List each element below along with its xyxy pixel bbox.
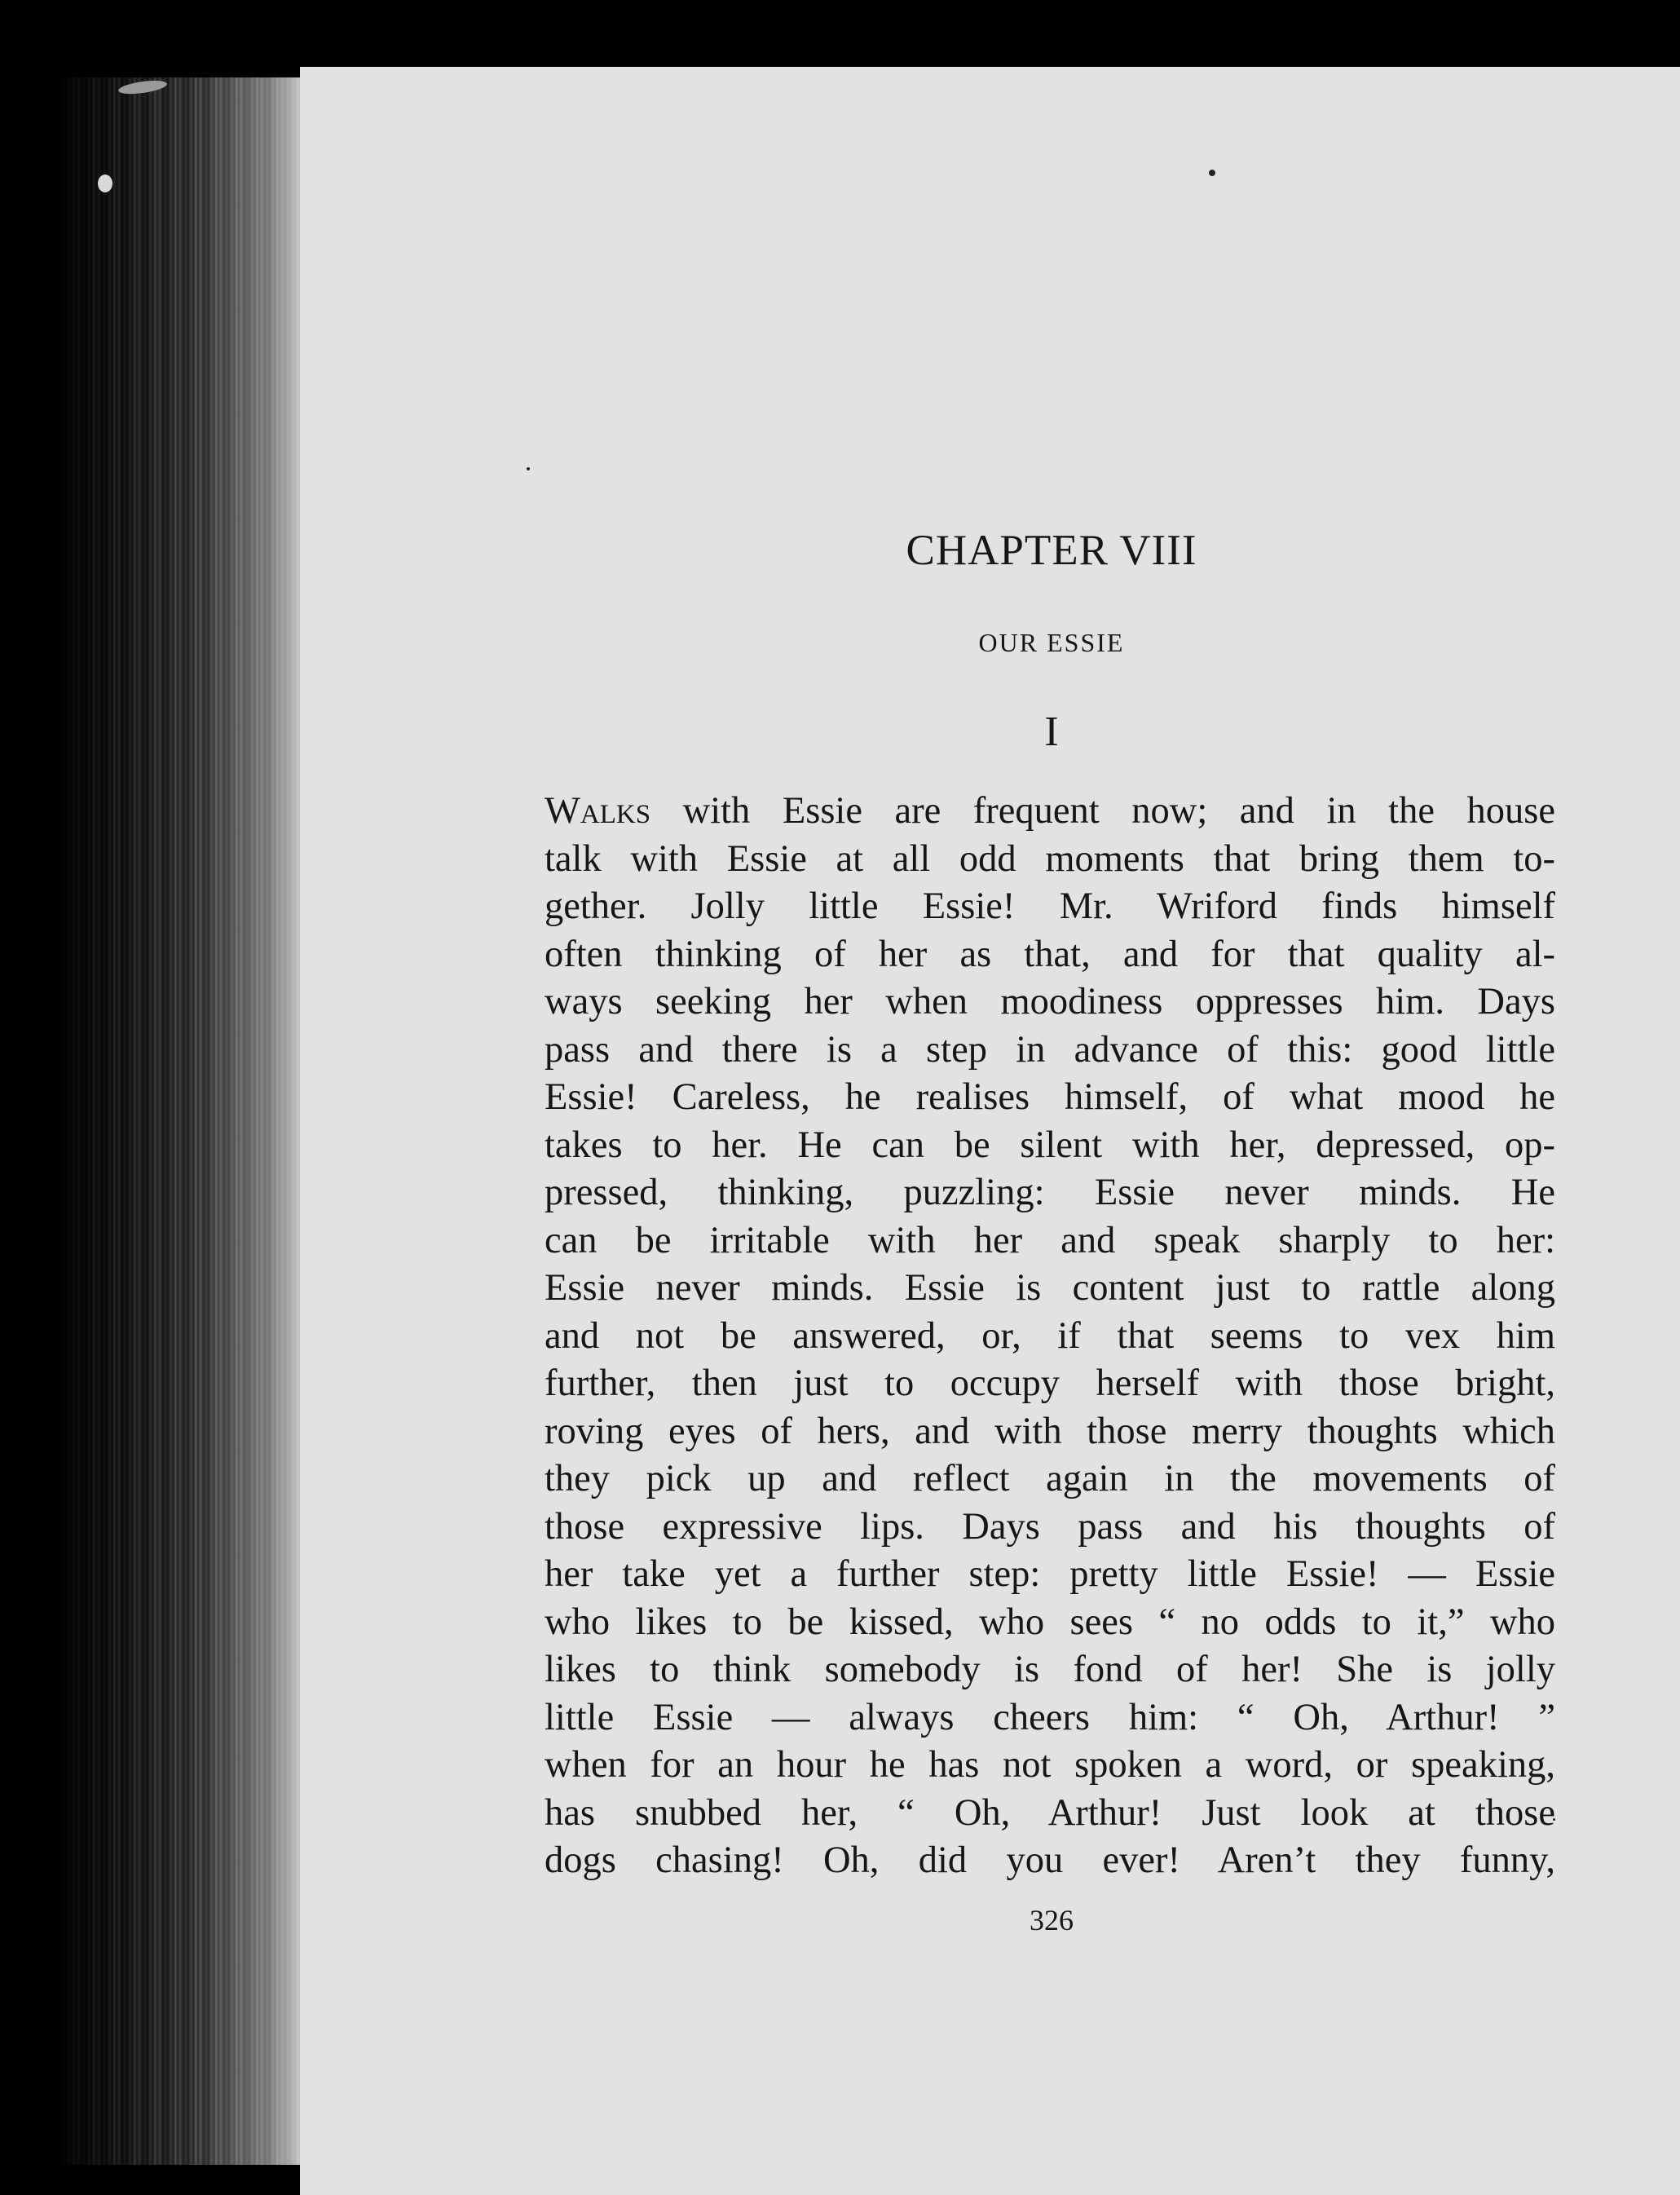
text-line: and not be answered, or, if that seems to vex him xyxy=(545,1314,1555,1357)
text-line: ways seeking her when moodiness oppresses him. Days xyxy=(545,981,1555,1022)
text-line: further, then just to occupy herself with those bright, xyxy=(545,1362,1555,1404)
section-number: I xyxy=(1044,709,1059,755)
text-line-1 xyxy=(545,788,1555,836)
text-line: her take yet a further step: pretty little Essie! — Essie xyxy=(545,1553,1555,1595)
text-line: pass and there is a step in advance of this: good little xyxy=(545,1028,1555,1071)
text-line: roving eyes of hers, and with those merry thoughts which xyxy=(545,1410,1555,1452)
ink-speck xyxy=(1209,170,1215,176)
body-text xyxy=(545,788,1555,1885)
edge-mark xyxy=(98,174,112,192)
first-line-rest: with Essie are frequent now; and in the house xyxy=(650,790,1555,832)
text-line: takes to her. He can be silent with her, depressed, op- xyxy=(545,1124,1555,1166)
text-line: gether. Jolly little Essie! Mr. Wriford finds himself xyxy=(545,886,1555,927)
text-line: talk with Essie at all odd moments that bring them to- xyxy=(545,837,1555,880)
text-line: little Essie — always cheers him: “ Oh, Arthur! ” xyxy=(545,1696,1555,1738)
page-edge-shading xyxy=(61,77,306,2165)
text-line: Essie never minds. Essie is content just to rattle along xyxy=(545,1267,1555,1309)
text-line: they pick up and reflect again in the movements of xyxy=(545,1458,1555,1499)
text-line: dogs chasing! Oh, did you ever! Aren’t they funny, xyxy=(545,1839,1555,1881)
page-number: 326 xyxy=(1030,1904,1074,1937)
ink-speck xyxy=(527,467,530,470)
text-line: often thinking of her as that, and for that quality al- xyxy=(545,933,1555,975)
text-line: Essie! Careless, he realises himself, of what mood he xyxy=(545,1076,1555,1118)
chapter-subtitle: OUR ESSIE xyxy=(978,628,1125,657)
drop-word-lead: W xyxy=(545,790,580,832)
text-line: can be irritable with her and speak sharply to her: xyxy=(545,1219,1555,1261)
chapter-title: CHAPTER VIII xyxy=(906,527,1197,574)
text-line: likes to think somebody is fond of her! She is jolly xyxy=(545,1649,1555,1690)
text-line: has snubbed her, “ Oh, Arthur! Just look at those xyxy=(545,1791,1555,1834)
drop-word-rest: alks xyxy=(580,790,651,832)
text-line: when for an hour he has not spoken a word, or speaking, xyxy=(545,1744,1555,1786)
text-line: those expressive lips. Days pass and his thoughts of xyxy=(545,1505,1555,1548)
text-line: who likes to be kissed, who sees “ no odds to it,” who xyxy=(545,1601,1555,1643)
text-line: pressed, thinking, puzzling: Essie never minds. He xyxy=(545,1172,1555,1213)
